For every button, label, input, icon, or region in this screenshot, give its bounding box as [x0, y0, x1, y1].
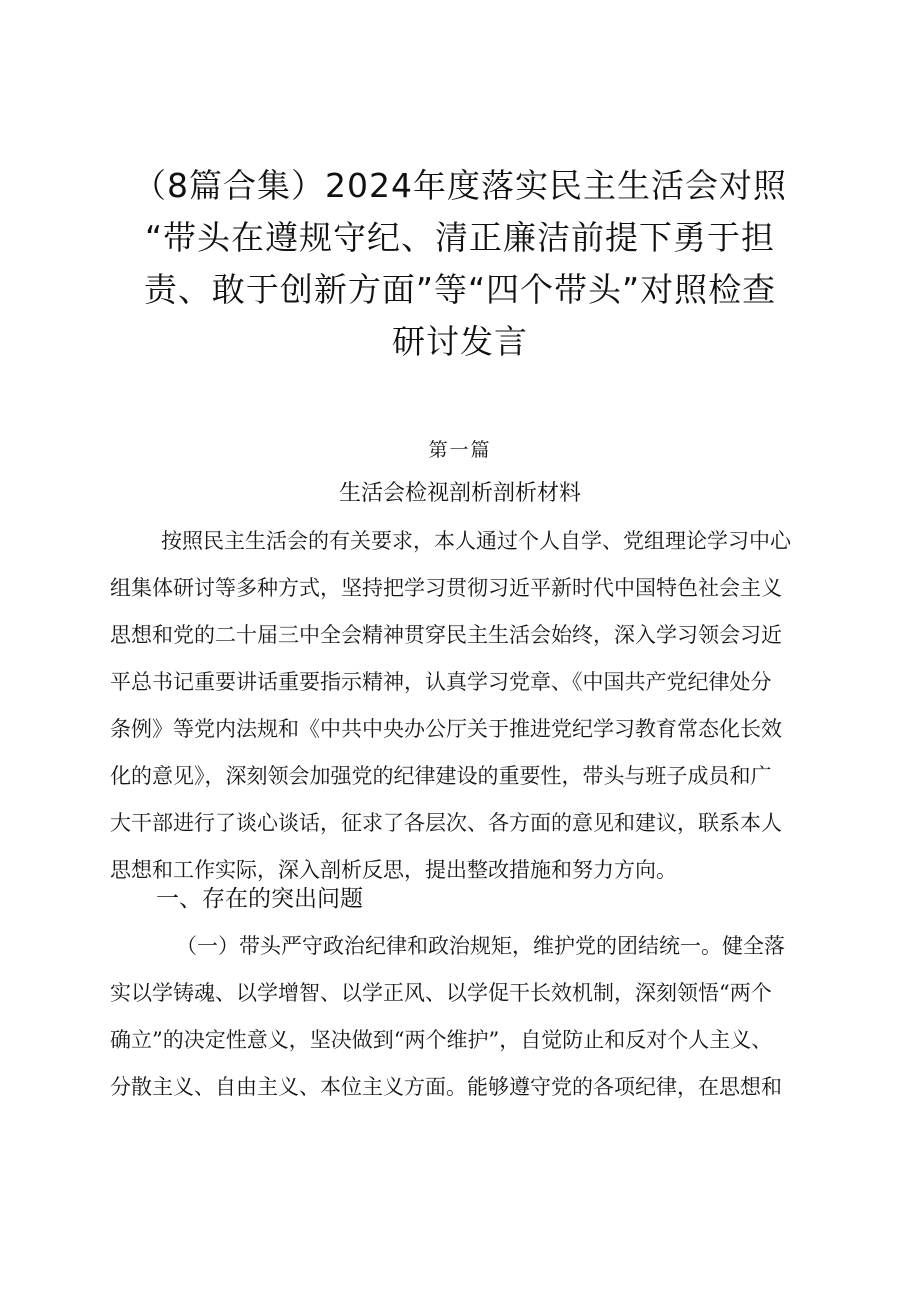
paragraph-line: 确立”的决定性意义，坚决做到“两个维护”，自觉防止和反对个人主义、: [110, 1028, 773, 1052]
title-line: 研讨发言: [392, 322, 528, 361]
title-line: 责、敢于创新方面”等“四个带头”对照检查: [143, 270, 777, 309]
paragraph-line: 思想和工作实际，深入剖析反思，提出整改措施和努力方向。: [110, 858, 677, 882]
paragraph-line: 条例》等党内法规和《中共中央办公厅关于推进党纪学习教育常态化长效: [110, 717, 782, 741]
section-label: 第一篇: [428, 439, 492, 461]
title-line: （8篇合集）2024年度落实民主生活会对照: [133, 166, 787, 205]
paragraph-line: 分散主义、自由主义、本位主义方面。能够遵守党的各项纪律，在思想和: [110, 1075, 782, 1099]
paragraph-line: 大干部进行了谈心谈话，征求了各层次、各方面的意见和建议，联系本人: [110, 811, 782, 835]
paragraph-line: 思想和党的二十届三中全会精神贯穿民主生活会始终，深入学习领会习近: [110, 623, 782, 647]
section-heading: 生活会检视剖析剖析材料: [338, 481, 581, 506]
paragraph-line: 实以学铸魂、以学增智、以学正风、以学促干长效机制，深刻领悟“两个: [110, 981, 772, 1005]
paragraph-line: 组集体研讨等多种方式，坚持把学习贯彻习近平新时代中国特色社会主义: [110, 576, 782, 600]
paragraph-line: （一）带头严守政治纪律和政治规矩，维护党的团结统一。健全落: [176, 934, 785, 958]
title-line: “带头在遵规守纪、清正廉洁前提下勇于担: [144, 218, 776, 257]
document-title: [110, 160, 810, 368]
heading-level-1: 一、存在的突出问题: [156, 886, 363, 912]
paragraph-line: 化的意见》，深刻领会加强党的纪律建设的重要性，带头与班子成员和广: [110, 764, 772, 788]
paragraph-line: 平总书记重要讲话重要指示精神，认真学习党章、《中国共产党纪律处分: [110, 670, 772, 694]
paragraph-line: 按照民主生活会的有关要求，本人通过个人自学、党组理论学习中心: [161, 529, 791, 553]
